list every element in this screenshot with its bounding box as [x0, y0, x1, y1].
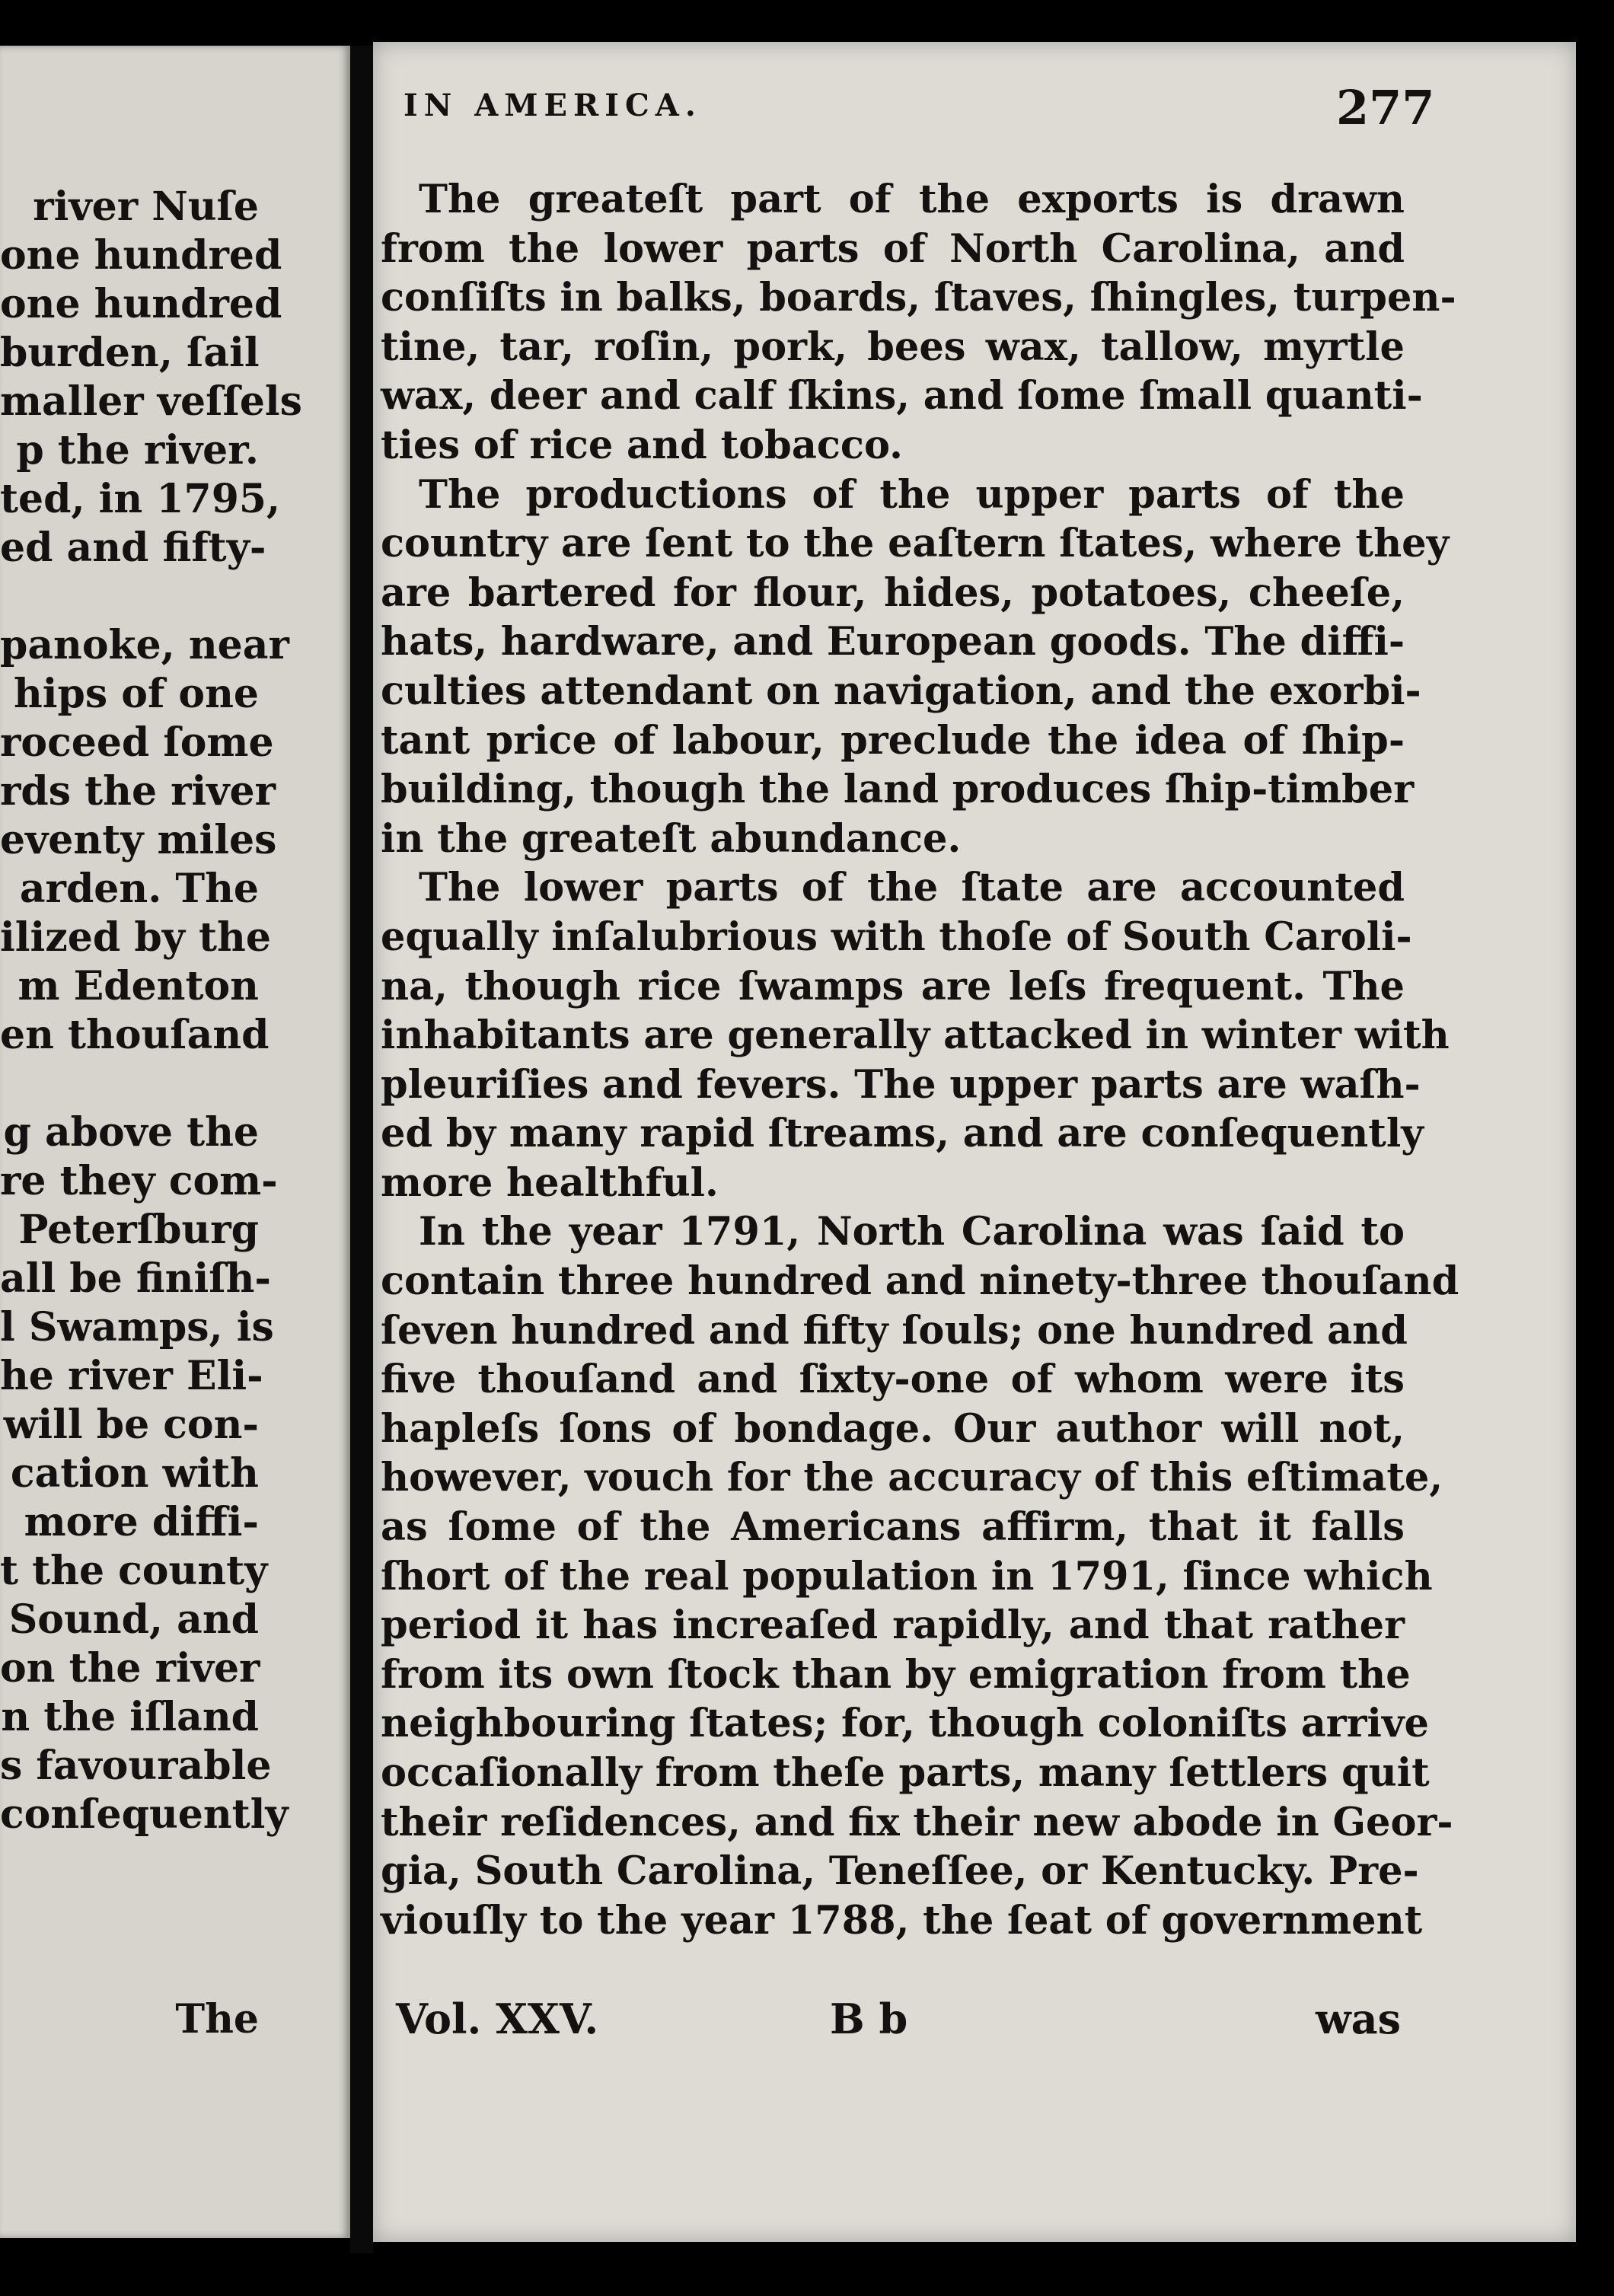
text-line: as ſome of the Americans affirm, that it falls: [381, 1504, 1405, 1551]
text-line: hats, hardware, and European goods. The diffi-: [381, 619, 1405, 665]
left-line: re they com-: [0, 1158, 278, 1204]
left-line: t the county: [0, 1548, 268, 1594]
binding-gutter: [350, 46, 373, 2253]
text-line: conſiſts in balks, boards, ſtaves, ſhingles, turpen-: [381, 275, 1456, 321]
text-line: ed by many rapid ſtreams, and are conſequently: [381, 1111, 1424, 1157]
left-line: river Nuſe: [33, 183, 259, 230]
left-line: roceed ſome: [0, 719, 274, 766]
text-line: ties of rice and tobacco.: [381, 422, 903, 468]
text-line: culties attendant on navigation, and the exorbi-: [381, 668, 1421, 714]
text-line: na, though rice ſwamps are leſs frequent. The: [381, 963, 1405, 1009]
text-line: period it has increaſed rapidly, and that rather: [381, 1602, 1405, 1649]
text-line: gia, South Carolina, Teneſſee, or Kentucky. Pre-: [381, 1848, 1419, 1895]
left-line: ted, in 1795,: [0, 476, 281, 522]
left-line: cation with: [10, 1450, 259, 1497]
text-line: however, vouch for the accuracy of this eſtimate,: [381, 1455, 1443, 1501]
text-line: occaſionally from theſe parts, many ſettlers quit: [381, 1750, 1430, 1796]
left-line: rds the river: [0, 768, 276, 815]
left-line: one hundred: [0, 281, 282, 327]
left-line: l Swamps, is: [0, 1304, 274, 1350]
left-line: ed and fifty-: [0, 525, 266, 571]
body-text: [381, 175, 1459, 1945]
left-page-text: [0, 183, 302, 1839]
catchword: was: [1316, 1995, 1401, 2043]
text-line: ſeven hundred and fifty ſouls; one hundred and: [381, 1307, 1408, 1354]
text-line: pleuriſies and fevers. The upper parts are waſh-: [381, 1061, 1421, 1108]
left-line: g above the: [3, 1109, 259, 1156]
text-line: viouſly to the year 1788, the ſeat of government: [381, 1897, 1423, 1944]
text-line: The greateſt part of the exports is drawn: [419, 177, 1405, 222]
left-line: he river Eli-: [0, 1353, 263, 1399]
left-line: Peterſburg: [18, 1207, 259, 1253]
text-line: more healthful.: [381, 1159, 719, 1206]
text-line: neighbouring ſtates; for, though coloniſts arrive: [381, 1701, 1429, 1747]
left-page-fragment: [0, 46, 350, 2238]
text-line: In the year 1791, North Carolina was ſaid to: [419, 1209, 1405, 1255]
left-line: eventy miles: [0, 817, 277, 863]
text-line: contain three hundred and ninety-three thouſand: [381, 1258, 1459, 1305]
left-line: Sound, and: [8, 1596, 259, 1643]
left-line: ilized by the: [0, 914, 271, 961]
text-line: The lower parts of the ſtate are accounted: [419, 865, 1405, 911]
text-line: hapleſs ſons of bondage. Our author will not,: [381, 1405, 1405, 1452]
text-line: are bartered for flour, hides, potatoes, cheeſe,: [381, 569, 1405, 616]
text-line: country are ſent to the eaſtern ſtates, where they: [381, 521, 1450, 567]
left-line: s favourable: [0, 1743, 272, 1789]
page-number: 277: [1336, 80, 1435, 136]
text-line: inhabitants are generally attacked in winter with: [381, 1012, 1450, 1059]
text-line: tine, tar, roſin, pork, bees wax, tallow, myrtle: [381, 324, 1405, 370]
left-line: will be con-: [3, 1402, 259, 1448]
left-line: maller veſſels: [0, 378, 302, 425]
left-line: burden, ſail: [0, 330, 260, 376]
running-head: IN AMERICA.: [404, 88, 702, 123]
text-line: equally inſalubrious with thoſe of South Caroli-: [381, 914, 1412, 960]
volume-label: Vol. XXV.: [396, 1995, 599, 2043]
left-line: hips of one: [13, 671, 259, 717]
text-line: from the lower parts of North Carolina, and: [381, 225, 1405, 272]
text-line: in the greateſt abundance.: [381, 815, 962, 862]
left-catchword: The: [175, 1996, 259, 2042]
left-line: one hundred: [0, 232, 282, 279]
left-blank-line: [0, 572, 259, 621]
text-line: five thouſand and ſixty-one of whom were its: [381, 1357, 1405, 1403]
page-footer: [396, 1995, 1401, 2048]
left-line: arden. The: [19, 866, 259, 912]
left-line: more diffi-: [24, 1499, 259, 1545]
left-line: n the iſland: [1, 1694, 259, 1740]
text-line: ſhort of the real population in 1791, ſince which: [381, 1553, 1433, 1599]
signature-mark: B b: [830, 1995, 908, 2043]
text-line: building, though the land produces ſhip-timber: [381, 767, 1415, 813]
text-line: from its own ſtock than by emigration from the: [381, 1651, 1411, 1698]
text-line: The productions of the upper parts of the: [419, 471, 1405, 518]
text-line: tant price of labour, preclude the idea of ſhip-: [381, 717, 1405, 764]
text-line: wax, deer and calf ſkins, and ſome ſmall quanti-: [381, 373, 1423, 419]
left-line: all be finiſh-: [0, 1255, 271, 1302]
left-line: conſequently: [0, 1791, 289, 1838]
left-line: m Edenton: [18, 963, 259, 1009]
left-line: en thouſand: [0, 1012, 270, 1058]
text-line: their reſidences, and fix their new abode in Geor-: [381, 1799, 1453, 1845]
left-line: on the river: [0, 1645, 260, 1692]
left-line: p the river.: [16, 427, 259, 474]
left-line: panoke, near: [0, 622, 289, 668]
left-blank-line: [0, 1060, 259, 1108]
